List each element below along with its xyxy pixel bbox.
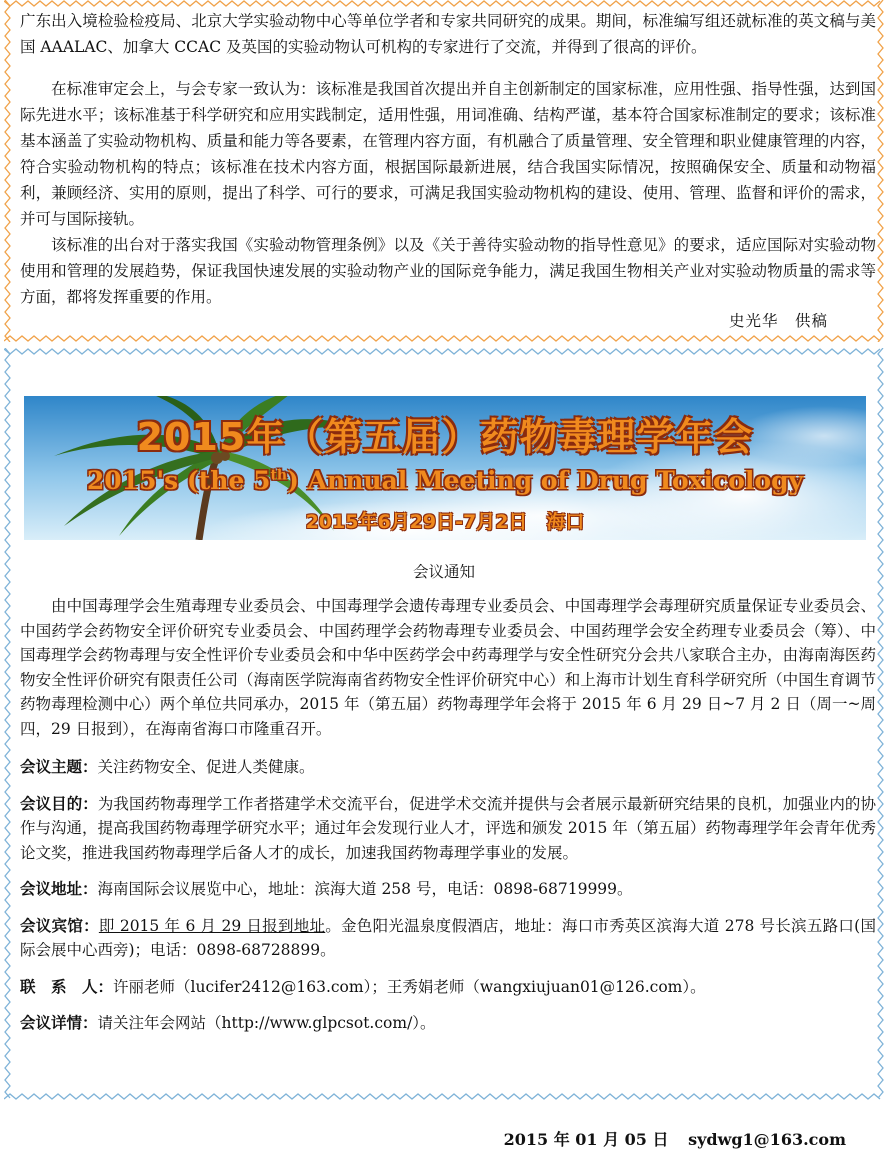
notice-address	[20, 877, 876, 902]
purpose-text: 为我国药物毒理学工作者搭建学术交流平台，促进学术交流并提供与会者展示最新研究结果的良机，加强业内的协作与沟通，提高我国药物毒理学研究水平；通过年会发现行业人才，评选和颁发 2015 年（第五届）药物毒理学年会青年优秀论文奖，推进我国药物毒理学后备人才的成长，加速我国药物毒理学事业的发展。	[20, 794, 876, 862]
hotel-checkin-note: 即 2015 年 6 月 29 日报到地址	[98, 916, 326, 935]
banner-subtitle-pre: 2015's (the 5	[86, 466, 271, 495]
notice-hotel	[20, 914, 876, 963]
theme-text: 关注药物安全、促进人类健康。	[97, 758, 315, 776]
address-text: 海南国际会议展览中心，地址：滨海大道 258 号，电话：0898-68719999。	[97, 880, 633, 898]
article-signature: 史光华 供稿	[728, 312, 828, 330]
page-footer	[490, 1127, 846, 1150]
article-paragraph-3: 该标准的出台对于落实我国《实验动物管理条例》以及《关于善待实验动物的指导性意见》的要求，适应国际对实验动物使用和管理的发展趋势，保证我国快速发展的实验动物产业的国际竞争能力，满足我国生物相关产业对实验动物质量的需求等方面，都将发挥重要的作用。	[20, 236, 876, 306]
banner-subtitle-sup: th	[270, 467, 288, 484]
notice-intro: 由中国毒理学会生殖毒理专业委员会、中国毒理学会遗传毒理专业委员会、中国毒理学会毒理研究质量保证专业委员会、中国药学会药物安全评价研究专业委员会、中国药理学会药物毒理专业委员会、中国药理学会安全药理专业委员会（筹）、中国毒理学会药物毒理与安全性评价专业委员会和中华中医药学会中药毒理学与安全性研究分会共八家联合主办，由海南海医药物安全性评价研究有限责任公司（海南医学院海南省药物安全性评价研究中心）和上海市计划生育科学研究所（中国生育调节药物毒理检测中心）两个单位共同承办，2015 年（第五届）药物毒理学年会将于 2015 年 6 月 29 日~7 月 2 日（周一~周四，29 日报到），在海南省海口市隆重召开。	[20, 597, 876, 738]
conference-notice-box	[4, 348, 884, 1100]
purpose-label: 会议目的：	[20, 793, 98, 813]
article-paragraph-2: 在标准审定会上，与会专家一致认为：该标准是我国首次提出并自主创新制定的国家标准，应用性强、指导性强，达到国际先进水平；该标准基于科学研究和应用实践制定，适用性强，用词准确、结构严谨，基本符合国家标准制定的要求；该标准基本涵盖了实验动物机构、质量和能力等各要素，在管理内容方面，有机融合了质量管理、安全管理和职业健康管理的内容，符合实验动物机构的特点；该标准在技术内容方面，根据国际最新进展，结合我国实际情况，按照确保安全、质量和动物福利，兼顾经济、实用的原则，提出了科学、可行的要求，可满足我国实验动物机构的建设、使用、管理、监督和评价的需求，并可与国际接轨。	[20, 80, 876, 228]
contact-label: 联 系 人：	[20, 976, 114, 996]
conference-banner	[24, 396, 866, 540]
banner-title: 2015年（第五届）药物毒理学年会	[136, 415, 754, 459]
top-article-box	[4, 0, 884, 342]
notice-contact	[20, 975, 876, 1000]
notice-theme	[20, 755, 876, 780]
contact-text: 许丽老师（lucifer2412@163.com）；王秀娟老师（wangxiujuan01@126.com）。	[113, 977, 706, 996]
banner-subtitle-post: ) Annual Meeting of Drug Toxicology	[287, 466, 804, 495]
notice-purpose	[20, 792, 876, 866]
details-label: 会议详情：	[20, 1013, 98, 1032]
footer-email: sydwg1@163.com	[688, 1130, 846, 1149]
notice-heading: 会议通知	[412, 563, 475, 581]
notice-details	[20, 1011, 876, 1036]
hotel-text: 。金色阳光温泉度假酒店，地址：海口市秀英区滨海大道 278 号长滨五路口(国际会展中心西旁)；电话：0898-68728899。	[20, 916, 876, 959]
theme-label: 会议主题：	[20, 757, 98, 776]
footer-date: 2015 年 01 月 05 日	[503, 1130, 669, 1149]
top-article-content	[20, 8, 876, 310]
address-label: 会议地址：	[20, 879, 98, 898]
article-paragraph-1: 广东出入境检验检疫局、北京大学实验动物中心等单位学者和专家共同研究的成果。期间，标准编写组还就标准的英文稿与美国 AAALAC、加拿大 CCAC 及英国的实验动物认可机构的专家进行了交流，并得到了很高的评价。	[20, 12, 876, 56]
hotel-label: 会议宾馆：	[20, 915, 99, 935]
banner-subtitle	[24, 466, 866, 495]
banner-date: 2015年6月29日-7月2日 海口	[305, 511, 585, 533]
details-text: 请关注年会网站（http://www.glpcsot.com/）。	[97, 1014, 436, 1032]
notice-body	[20, 594, 876, 1048]
